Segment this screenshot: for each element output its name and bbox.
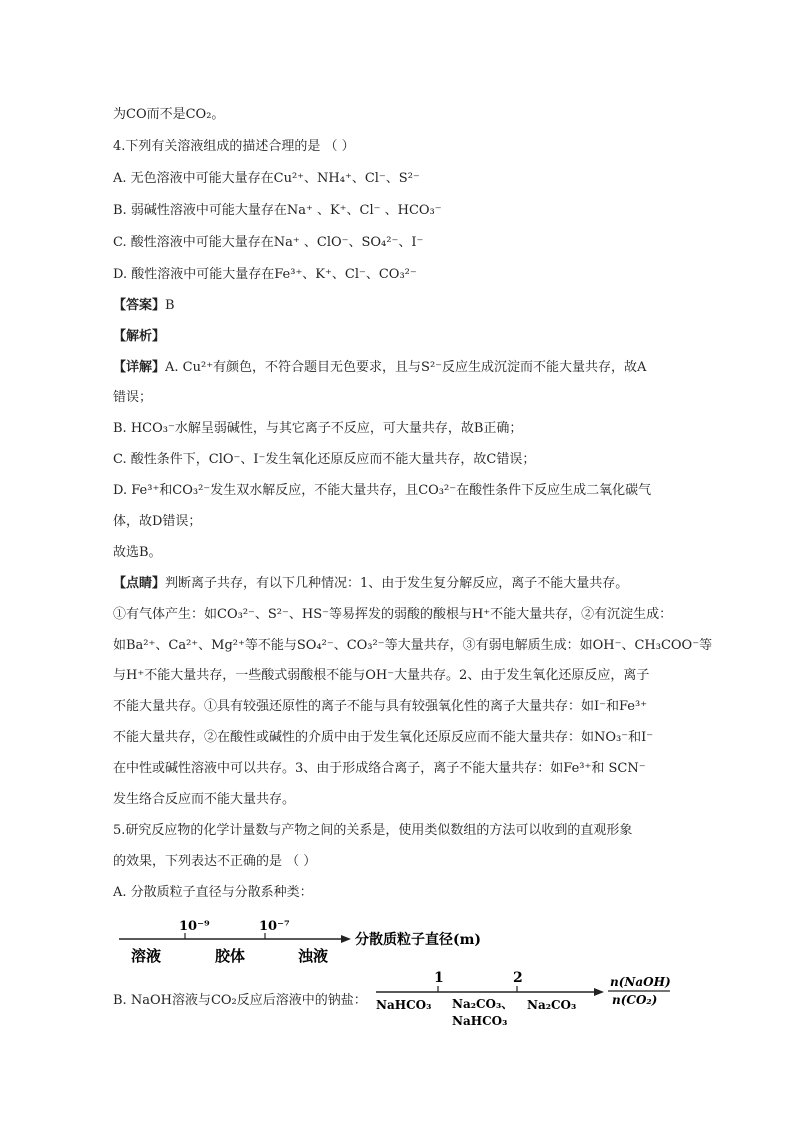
detail-label: 【详解】 [113, 360, 166, 375]
tip-text: 判断离子共存，有以下几种情况：1、由于发生复分解反应，离子不能大量共存。 [165, 576, 629, 591]
answer-label: 【答案】 [113, 298, 166, 313]
option-4d: D. 酸性溶液中可能大量存在Fe³⁺、K⁺、Cl⁻、CO₃²⁻ [113, 267, 417, 282]
segment-nahco3: NaHCO₃ [376, 998, 432, 1012]
detail-line-c: C. 酸性条件下，ClO⁻、I⁻发生氧化还原反应而不能大量共存，故C错误； [113, 452, 536, 467]
option-5a: A. 分散质粒子直径与分散系种类： [113, 885, 313, 900]
diagram-dispersion-axis [115, 912, 515, 968]
question-4-stem: 4.下列有关溶液组成的描述合理的是 （ ） [113, 139, 355, 154]
question-5-stem-2: 的效果，下列表达不正确的是 （ ） [113, 854, 317, 869]
question-5-stem-1: 5.研究反应物的化学计量数与产物之间的关系是，使用类似数组的方法可以收到的直观形象 [113, 823, 633, 838]
tick-label-2: 2 [513, 970, 523, 986]
text-line: 为CO而不是CO₂。 [113, 107, 225, 122]
axis-arrow-icon [341, 935, 351, 943]
detail-line-a2: 错误； [113, 390, 153, 405]
detail-line-d2: 体，故D错误； [113, 514, 202, 529]
detail-line-b: B. HCO₃⁻水解呈弱碱性，与其它离子不反应，可大量共存，故B正确； [113, 421, 523, 436]
detail-line-select: 故选B。 [113, 545, 162, 560]
segment-solution: 溶液 [131, 947, 162, 965]
detail-line-d1: D. Fe³⁺和CO₃²⁻发生双水解反应，不能大量共存，且CO₃²⁻在酸性条件下反应生成二氧化碳气 [113, 483, 652, 498]
tick-label-2: 10⁻⁷ [259, 919, 290, 934]
option-4b: B. 弱碱性溶液中可能大量存在Na⁺ 、K⁺、Cl⁻ 、HCO₃⁻ [113, 203, 442, 218]
tip-line-4: 与H⁺不能大量共存，一些酸式弱酸根不能与OH⁻大量共存。2、由于发生氧化还原反应，离子 [113, 668, 650, 683]
axis-arrow-icon [594, 988, 604, 996]
answer-line [113, 297, 175, 315]
ratio-numerator: n(NaOH) [610, 975, 671, 989]
detail-line-a1 [113, 359, 646, 377]
diagram-sodium-salt-axis [372, 968, 682, 1034]
answer-value: B [165, 298, 175, 313]
tick-label-1: 10⁻⁹ [179, 919, 210, 934]
option-4a: A. 无色溶液中可能大量存在Cu²⁺、NH₄⁺、Cl⁻、S²⁻ [113, 171, 420, 186]
tip-line-8: 发生络合反应而不能大量共存。 [113, 792, 296, 807]
tip-line-5: 不能大量共存。①具有较强还原性的离子不能与具有较强氧化性的离子大量共存：如I⁻和Fe³⁺ [113, 699, 648, 714]
segment-suspension: 浊液 [298, 947, 329, 965]
segment-mixed-line2: NaHCO₃ [452, 1014, 508, 1028]
tick-label-1: 1 [434, 970, 444, 986]
analysis-label: 【解析】 [113, 329, 166, 344]
tip-label: 【点睛】 [113, 576, 166, 591]
tip-line-2: ①有气体产生：如CO₃²⁻、S²⁻、HS⁻等易挥发的弱酸的酸根与H⁺不能大量共存，②有沉淀生成： [113, 607, 673, 622]
tip-line-1 [113, 575, 628, 593]
ratio-denominator: n(CO₂) [612, 993, 658, 1007]
tip-line-3: 如Ba²⁺、Ca²⁺、Mg²⁺等不能与SO₄²⁻、CO₃²⁻等大量共存，③有弱电解质生成：如OH⁻、CH₃COO⁻等 [113, 638, 713, 653]
tip-line-6: 不能大量共存，②在酸性或碱性的介质中由于发生氧化还原反应而不能大量共存：如NO₃⁻和I⁻ [113, 730, 654, 745]
detail-text: A. Cu²⁺有颜色，不符合题目无色要求，且与S²⁻反应生成沉淀而不能大量共存，故A [165, 360, 647, 375]
segment-na2co3: Na₂CO₃ [527, 998, 577, 1012]
option-4c: C. 酸性溶液中可能大量存在Na⁺ 、ClO⁻、SO₄²⁻、I⁻ [113, 235, 424, 250]
tip-line-7: 在中性或碱性溶液中可以共存。3、由于形成络合离子，离子不能大量共存：如Fe³⁺和 SCN⁻ [113, 761, 646, 776]
option-5b: B. NaOH溶液与CO₂反应后溶液中的钠盐： [113, 993, 367, 1008]
segment-mixed-line1: Na₂CO₃、 [452, 997, 514, 1011]
segment-colloid: 胶体 [215, 947, 246, 965]
axis-title: 分散质粒子直径(m) [355, 932, 482, 948]
